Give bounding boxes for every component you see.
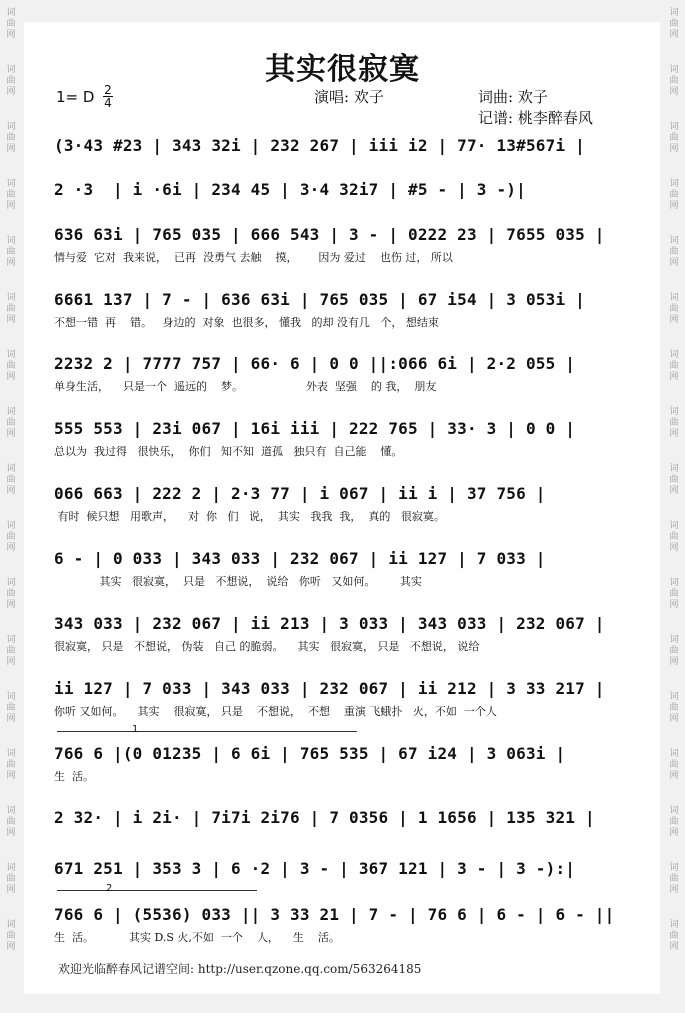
time-signature (103, 84, 113, 109)
lyrics-line: 生 活。 其实 D.S 火,不如 一个 人， 生 活。 (54, 931, 340, 944)
lyrics-line: 不想一错 再 错。 身边的 对象 也很多， 懂我 的却 没有几 个， 想结束 (54, 316, 439, 329)
notation-line: 555 553 | 23i 067 | 16i iii | 222 765 | 33· 3 | 0 0 | (54, 419, 576, 438)
second-ending-bracket (57, 890, 257, 891)
time-signature-bottom: 4 (104, 96, 112, 110)
second-ending-label: 2 (106, 883, 113, 894)
notation-line: 6661 137 | 7 - | 636 63i | 765 035 | 67 i54 | 3 053i | (54, 290, 585, 309)
notation-line: 671 251 | 353 3 | 6 ·2 | 3 - | 367 121 | 3 - | 3 -):| (54, 859, 576, 878)
song-title: 其实很寂寞 (265, 52, 420, 87)
notation-line: 343 033 | 232 067 | ii 213 | 3 033 | 343 033 | 232 067 | (54, 614, 605, 633)
lyrics-line: 很寂寞， 只是 不想说， 伪装 自己 的脆弱。 其实 很寂寞， 只是 不想说， 说给 (54, 640, 480, 653)
composer-credit: 词曲: 欢子 (478, 88, 548, 106)
notation-line: 066 663 | 222 2 | 2·3 77 | i 067 | ii i | 37 756 | (54, 484, 546, 503)
singer-credit: 演唱: 欢子 (314, 88, 384, 106)
footer-text: 欢迎光临醉春风记谱空间: http://user.qzone.qq.com/563264185 (58, 962, 422, 976)
notation-line: 766 6 | (5536) 033 || 3 33 21 | 7 - | 76 6 | 6 - | 6 - || (54, 905, 615, 924)
notation-line: 6 - | 0 033 | 343 033 | 232 067 | ii 127 | 7 033 | (54, 549, 546, 568)
lyrics-line: 有时 候只想 用歌声， 对 你 们 说， 其实 我我 我， 真的 很寂寞。 (54, 510, 445, 523)
notation-line: 2 ·3 | i ·6i | 234 45 | 3·4 32i7 | #5 - | 3 -)| (54, 180, 526, 199)
notation-line: 2 32· | i 2i· | 7i7i 2i76 | 7 0356 | 1 1656 | 135 321 | (54, 808, 595, 827)
lyrics-line: 情与爱 它对 我来说， 已再 没勇气 去触 摸， 因为 爱过 也伤 过， 所以 (54, 251, 453, 264)
notation-line: 636 63i | 765 035 | 666 543 | 3 - | 0222 23 | 7655 035 | (54, 225, 605, 244)
key-signature: 1= D (56, 88, 95, 106)
first-ending-label: 1 (132, 724, 139, 735)
notation-line: (3·43 #23 | 343 32i | 232 267 | iii i2 | 77· 13#567i | (54, 136, 585, 155)
notation-line: 2232 2 | 7777 757 | 66· 6 | 0 0 ||:066 6i | 2·2 055 | (54, 354, 576, 373)
notation-line: 766 6 |(0 01235 | 6 6i | 765 535 | 67 i24 | 3 063i | (54, 744, 566, 763)
lyrics-line: 生 活。 (54, 770, 94, 783)
watermark-right: 词 曲 网 词 曲 网 词 曲 网 词 曲 网 词 曲 网 词 曲 网 词 曲 网 词 曲 网 词 曲 网 词 曲 网 词 曲 网 词 曲 网 词 曲 网 词 曲 网 词 曲 网 词 曲 网 词 曲 网 (669, 8, 679, 952)
watermark-left: 词 曲 网 词 曲 网 词 曲 网 词 曲 网 词 曲 网 词 曲 网 词 曲 网 词 曲 网 词 曲 网 词 曲 网 词 曲 网 词 曲 网 词 曲 网 词 曲 网 词 曲 网 词 曲 网 词 曲 网 (6, 8, 16, 952)
lyrics-line: 总以为 我过得 很快乐， 你们 知不知 道孤 独只有 自己能 懂。 (54, 445, 403, 458)
lyrics-line: 你听 又如何。 其实 很寂寞， 只是 不想说， 不想 重演 飞蛾扑 火，不如 一个人 (54, 705, 497, 718)
transcriber-credit: 记谱: 桃李醉春风 (478, 109, 593, 127)
lyrics-line: 其实 很寂寞， 只是 不想说， 说给 你听 又如何。 其实 (54, 575, 422, 588)
notation-line: ii 127 | 7 033 | 343 033 | 232 067 | ii 212 | 3 33 217 | (54, 679, 605, 698)
first-ending-bracket (57, 731, 357, 732)
time-signature-top: 2 (104, 83, 112, 97)
lyrics-line: 单身生活， 只是一个 遥远的 梦。 外表 坚强 的 我， 朋友 (54, 380, 437, 393)
